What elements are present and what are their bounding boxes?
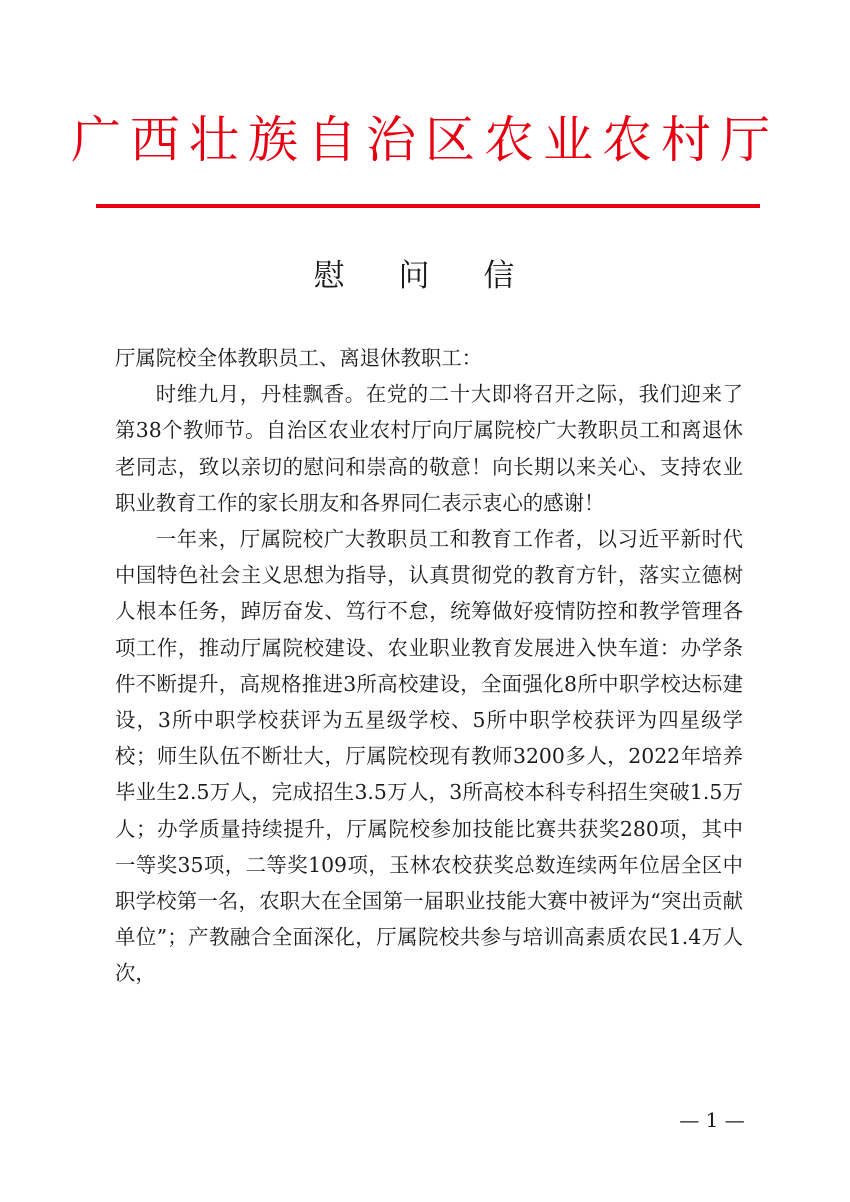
red-header-rule <box>96 204 760 208</box>
body-paragraph: 一年来，厅属院校广大教职员工和教育工作者，以习近平新时代中国特色社会主义思想为指导，认真贯彻党的教育方针，落实立德树人根本任务，踔厉奋发、笃行不怠，统筹做好疫情防控和教学管理各项工作，推动厅属院校建设、农业职业教育发展进入快车道：办学条件不断提升，高规格推进3所高校建设，全面强化8所中职学校达标建设，3所中职学校获评为五星级学校、5所中职学校获评为四星级学校；师生队伍不断壮大，厅属院校现有教师3200多人，2022年培养毕业生2.5万人，完成招生3.5万人，3所高校本科专科招生突破1.5万人；办学质量持续提升，厅属院校参加技能比赛共获奖280项，其中一等奖35项，二等奖109项，玉林农校获奖总数连续两年位居全区中职学校第一名，农职大在全国第一届职业技能大赛中被评为“突出贡献单位”；产教融合全面深化，厅属院校共参与培训高素质农民1.4万人次， <box>115 527 743 986</box>
salutation: 厅属院校全体教职员工、离退休教职工： <box>115 346 483 370</box>
body-paragraph: 时维九月，丹桂飘香。在党的二十大即将召开之际，我们迎来了第38个教师节。自治区农业农村厅向厅属院校广大教职员工和离退休老同志，致以亲切的慰问和崇高的敬意！向长期以来关心、支持农业职业教育工作的家长朋友和各界同仁表示衷心的感谢！ <box>115 382 743 515</box>
page-number: — 1 — <box>679 1108 745 1132</box>
letter-body <box>115 340 743 992</box>
issuing-authority-title: 广西壮族自治区农业农村厅 <box>71 111 779 169</box>
document-title: 慰 问 信 <box>313 258 537 294</box>
